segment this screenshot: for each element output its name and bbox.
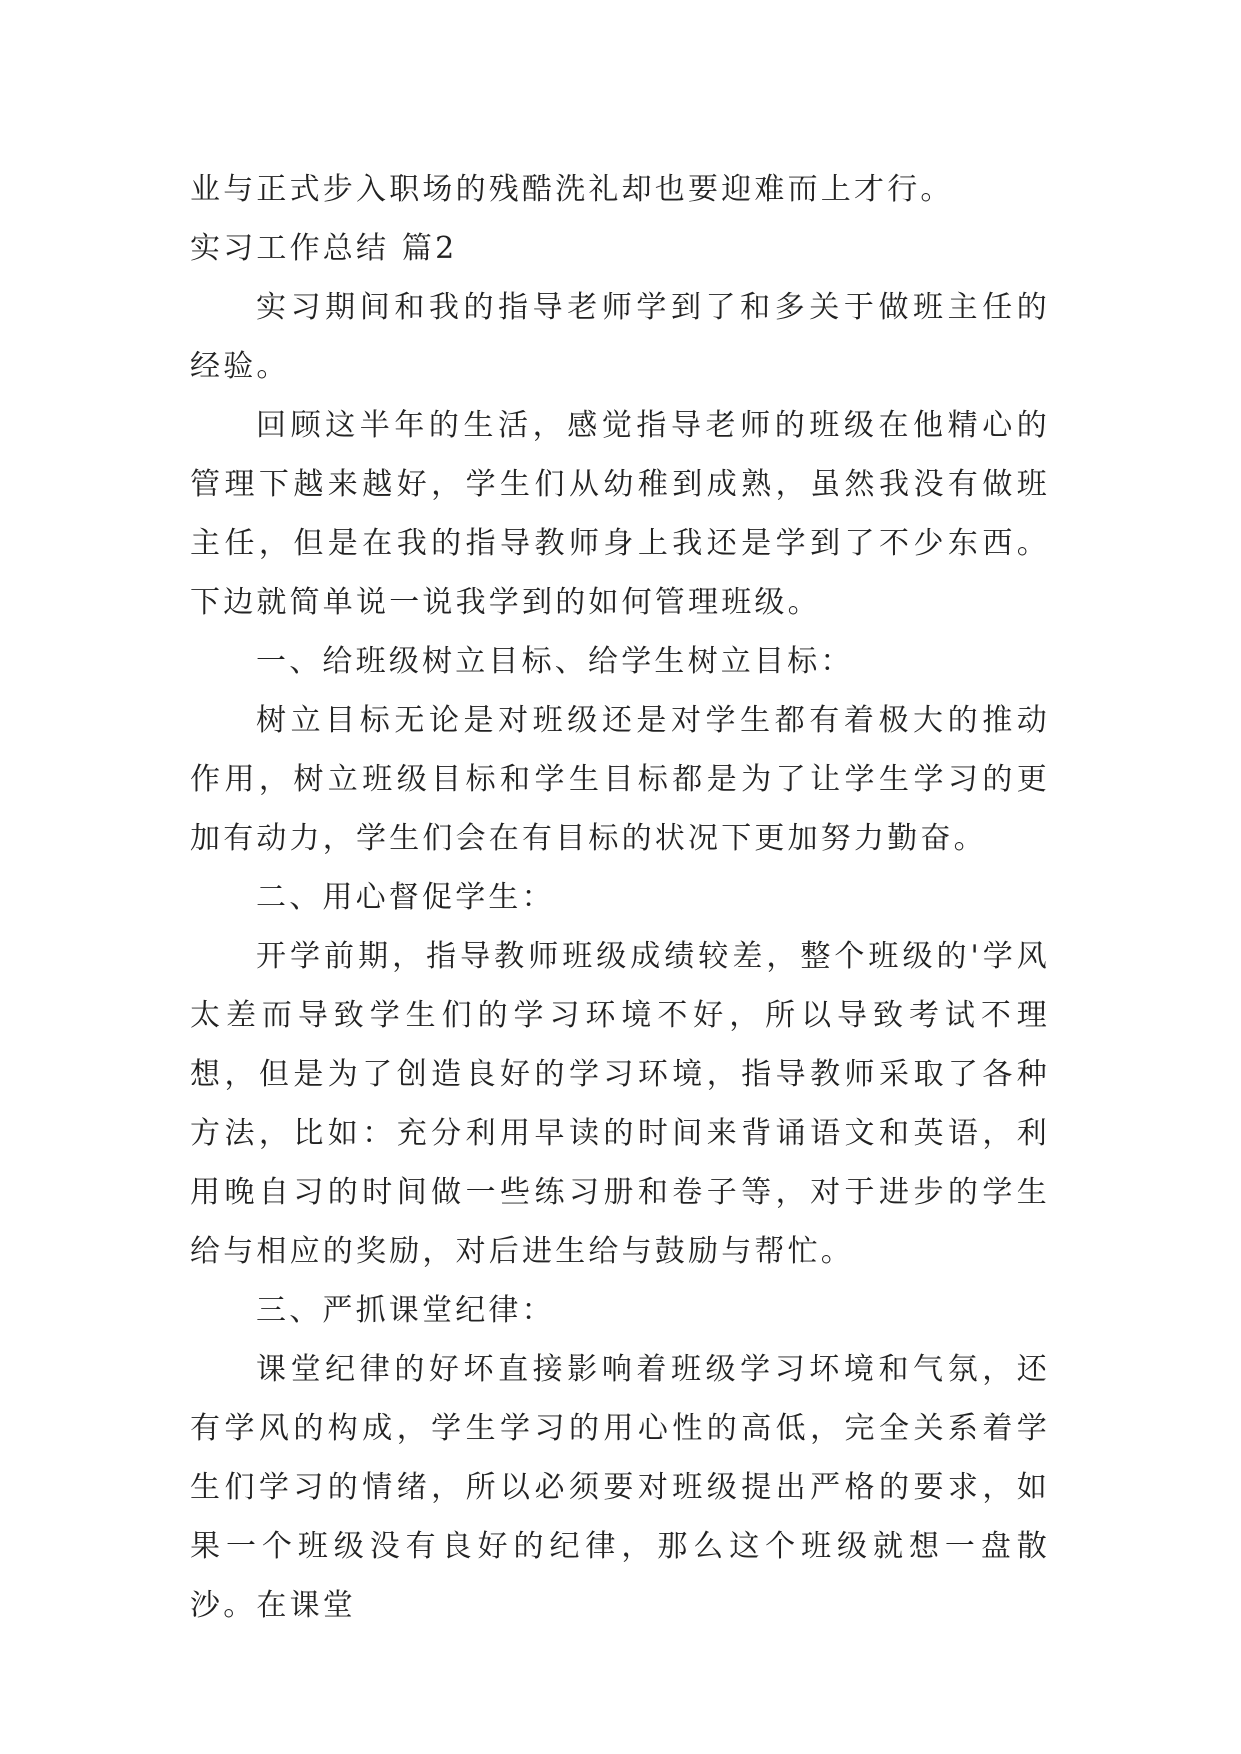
section-heading: 实习工作总结 篇2 xyxy=(190,231,458,266)
paragraph-continuation: 业与正式步入职场的残酷洗礼却也要迎难而上才行。 xyxy=(190,172,954,207)
paragraph-intro: 实习期间和我的指导老师学到了和多关于做班主任的经验。 xyxy=(190,290,1050,384)
subheading-supervise: 二、用心督促学生： xyxy=(256,880,555,915)
paragraph-goals: 树立目标无论是对班级还是对学生都有着极大的推动作用，树立班级目标和学生目标都是为了让学生学习的更加有动力，学生们会在有目标的状况下更加努力勤奋。 xyxy=(190,703,1050,856)
paragraph-discipline: 课堂纪律的好坏直接影响着班级学习坏境和气氛，还有学风的构成，学生学习的用心性的高低，完全关系着学生们学习的情绪，所以必须要对班级提出严格的要求，如果一个班级没有良好的纪律，那么这个班级就想一盘散沙。在课堂 xyxy=(190,1352,1050,1623)
paragraph-review: 回顾这半年的生活，感觉指导老师的班级在他精心的管理下越来越好，学生们从幼稚到成熟，虽然我没有做班主任，但是在我的指导教师身上我还是学到了不少东西。下边就简单说一说我学到的如何管理班级。 xyxy=(190,408,1050,620)
subheading-goals: 一、给班级树立目标、给学生树立目标： xyxy=(256,644,854,679)
document-body xyxy=(190,160,1050,1635)
paragraph-supervise: 开学前期，指导教师班级成绩较差，整个班级的'学风太差而导致学生们的学习环境不好，所以导致考试不理想，但是为了创造良好的学习环境，指导教师采取了各种方法，比如：充分利用早读的时间来背诵语文和英语，利用晚自习的时间做一些练习册和卷子等，对于进步的学生给与相应的奖励，对后进生给与鼓励与帮忙。 xyxy=(190,939,1050,1269)
subheading-discipline: 三、严抓课堂纪律： xyxy=(256,1293,555,1328)
